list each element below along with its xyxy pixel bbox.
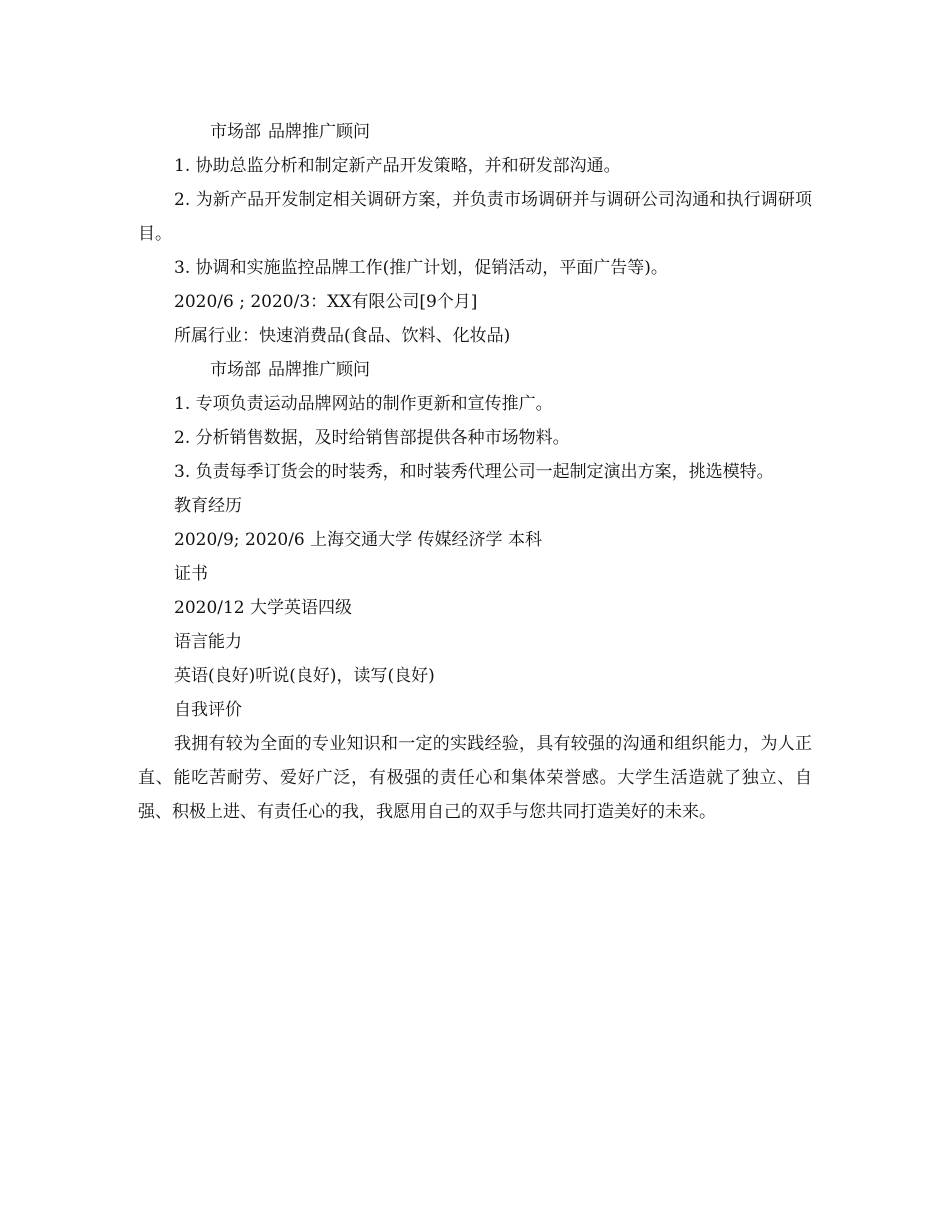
job1-title: 品牌推广顾问 [268, 122, 370, 142]
education-entry: 2020/9; 2020/6 上海交通大学 传媒经济学 本科 [174, 530, 542, 550]
job1-duty-1: 1. 协助总监分析和制定新产品开发策略，并和研发部沟通。 [174, 156, 621, 176]
job2-duty-2: 2. 分析销售数据，及时给销售部提供各种市场物料。 [174, 428, 570, 448]
job2-dept: 市场部 [210, 360, 261, 380]
language-entry: 英语(良好)听说(良好)，读写(良好) [174, 666, 435, 686]
job2-duty-3: 3. 负责每季订货会的时装秀，和时装秀代理公司一起制定演出方案，挑选模特。 [174, 462, 774, 482]
job1-duty-3: 3. 协调和实施监控品牌工作(推广计划，促销活动，平面广告等)。 [174, 258, 668, 278]
job2-title: 品牌推广顾问 [268, 360, 370, 380]
certificates-heading: 证书 [174, 564, 208, 584]
certificates-entry: 2020/12 大学英语四级 [174, 598, 353, 618]
self-evaluation-text: 我拥有较为全面的专业知识和一定的实践经验，具有较强的沟通和组织能力，为人正直、能吃苦耐劳、爱好广泛，有极强的责任心和集体荣誉感。大学生活造就了独立、自强、积极上进、有责任心的我，我愿用自己的双手与您共同打造美好的未来。 [138, 734, 812, 822]
job2-dept-title [138, 353, 812, 387]
job2-period: 2020/6 ; 2020/3：XX有限公司[9个月] [174, 292, 478, 312]
job2-duty-1: 1. 专项负责运动品牌网站的制作更新和宣传推广。 [174, 394, 553, 414]
self-evaluation-heading: 自我评价 [174, 700, 242, 720]
resume-content [138, 115, 812, 829]
language-heading: 语言能力 [174, 632, 242, 652]
job1-duty-2: 2. 为新产品开发制定相关调研方案，并负责市场调研并与调研公司沟通和执行调研项目。 [138, 190, 812, 244]
job1-dept: 市场部 [210, 122, 261, 142]
job2-industry: 所属行业：快速消费品(食品、饮料、化妆品) [174, 326, 511, 346]
job1-dept-title [138, 115, 812, 149]
education-heading: 教育经历 [174, 496, 242, 516]
